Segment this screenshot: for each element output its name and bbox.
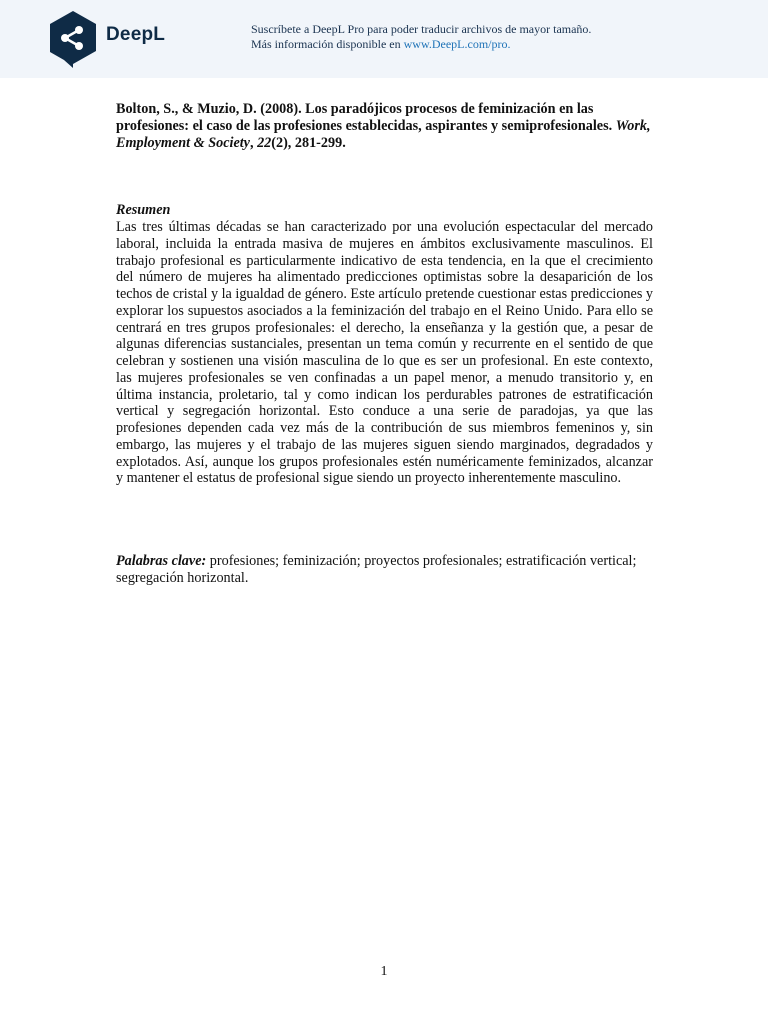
- banner-line-2: [251, 37, 591, 52]
- banner-line-1: Suscríbete a DeepL Pro para poder traducir archivos de mayor tamaño.: [251, 22, 592, 36]
- citation: Bolton, S., & Muzio, D. (2008). Los paradójicos procesos de feminización en las profesiones: el caso de las profesiones establecidas, aspirantes y semiprofesionales. Work, Employment & Society, 22(2), 281-299.: [116, 101, 651, 151]
- deepl-pro-link[interactable]: www.DeepL.com/pro.: [403, 37, 511, 51]
- banner-message: [251, 22, 591, 52]
- citation-authors-title: Bolton, S., & Muzio, D. (2008). Los paradójicos procesos de feminización en las profesiones: el caso de las profesiones establecidas, aspirantes y semiprofesionales.: [116, 101, 613, 134]
- keywords-values: profesiones; feminización; proyectos profesionales; estratificación vertical; segregación horizontal.: [116, 553, 637, 586]
- keywords-label: Palabras clave: [116, 553, 202, 569]
- citation-issue-pages: (2), 281-299.: [271, 135, 346, 151]
- banner-line-2-prefix: Más información disponible en: [251, 37, 401, 51]
- abstract-body: Las tres últimas décadas se han caracterizado por una evolución espectacular del mercado laboral, incluida la entrada masiva de mujeres en ámbitos exclusivamente masculinos. El trabajo profesional es particularmente indicativo de esta tendencia, en la que el crecimiento del número de mujeres ha alimentado predicciones optimistas sobre la desaparición de los techos de cristal y la igualdad de género. Este artículo pretende cuestionar estas predicciones y explorar los supuestos asociados a la feminización del trabajo en el Reino Unido. Para ello se centrará en tres grupos profesionales: el derecho, la enseñanza y la gestión que, a pesar de algunas diferencias sustanciales, presentan un tema común y recurrente en el sentido de que celebran y sostienen una visión masculina de lo que es ser un profesional. En este contexto, las mujeres profesionales se ven confinadas a un papel menor, a menudo transitorio y, en última instancia, proletario, tal y como indican los perdurables patrones de estratificación vertical y segregación horizontal. Esto conduce a una serie de paradojas, ya que las profesiones dependen cada vez más de la contribución de sus miembros femeninos y, sin embargo, las mujeres y el trabajo de las mujeres siguen siendo marginados, degradados y explotados. Así, aunque los grupos profesionales estén numéricamente feminizados, alcanzar y mantener el estatus de profesional sigue siendo un proyecto inherentemente masculino.: [116, 219, 653, 487]
- page-number: 1: [380, 964, 388, 979]
- citation-journal: Work, Employment & Society: [116, 118, 651, 151]
- abstract-heading: Resumen: [116, 202, 171, 218]
- keywords: Palabras clave: profesiones; feminización; proyectos profesionales; estratificación vertical; segregación horizontal.: [116, 553, 637, 586]
- deepl-logo-icon[interactable]: [47, 9, 99, 69]
- deepl-logo-text[interactable]: DeepL: [106, 24, 166, 45]
- deepl-banner: [0, 0, 768, 78]
- citation-volume: 22: [257, 135, 272, 151]
